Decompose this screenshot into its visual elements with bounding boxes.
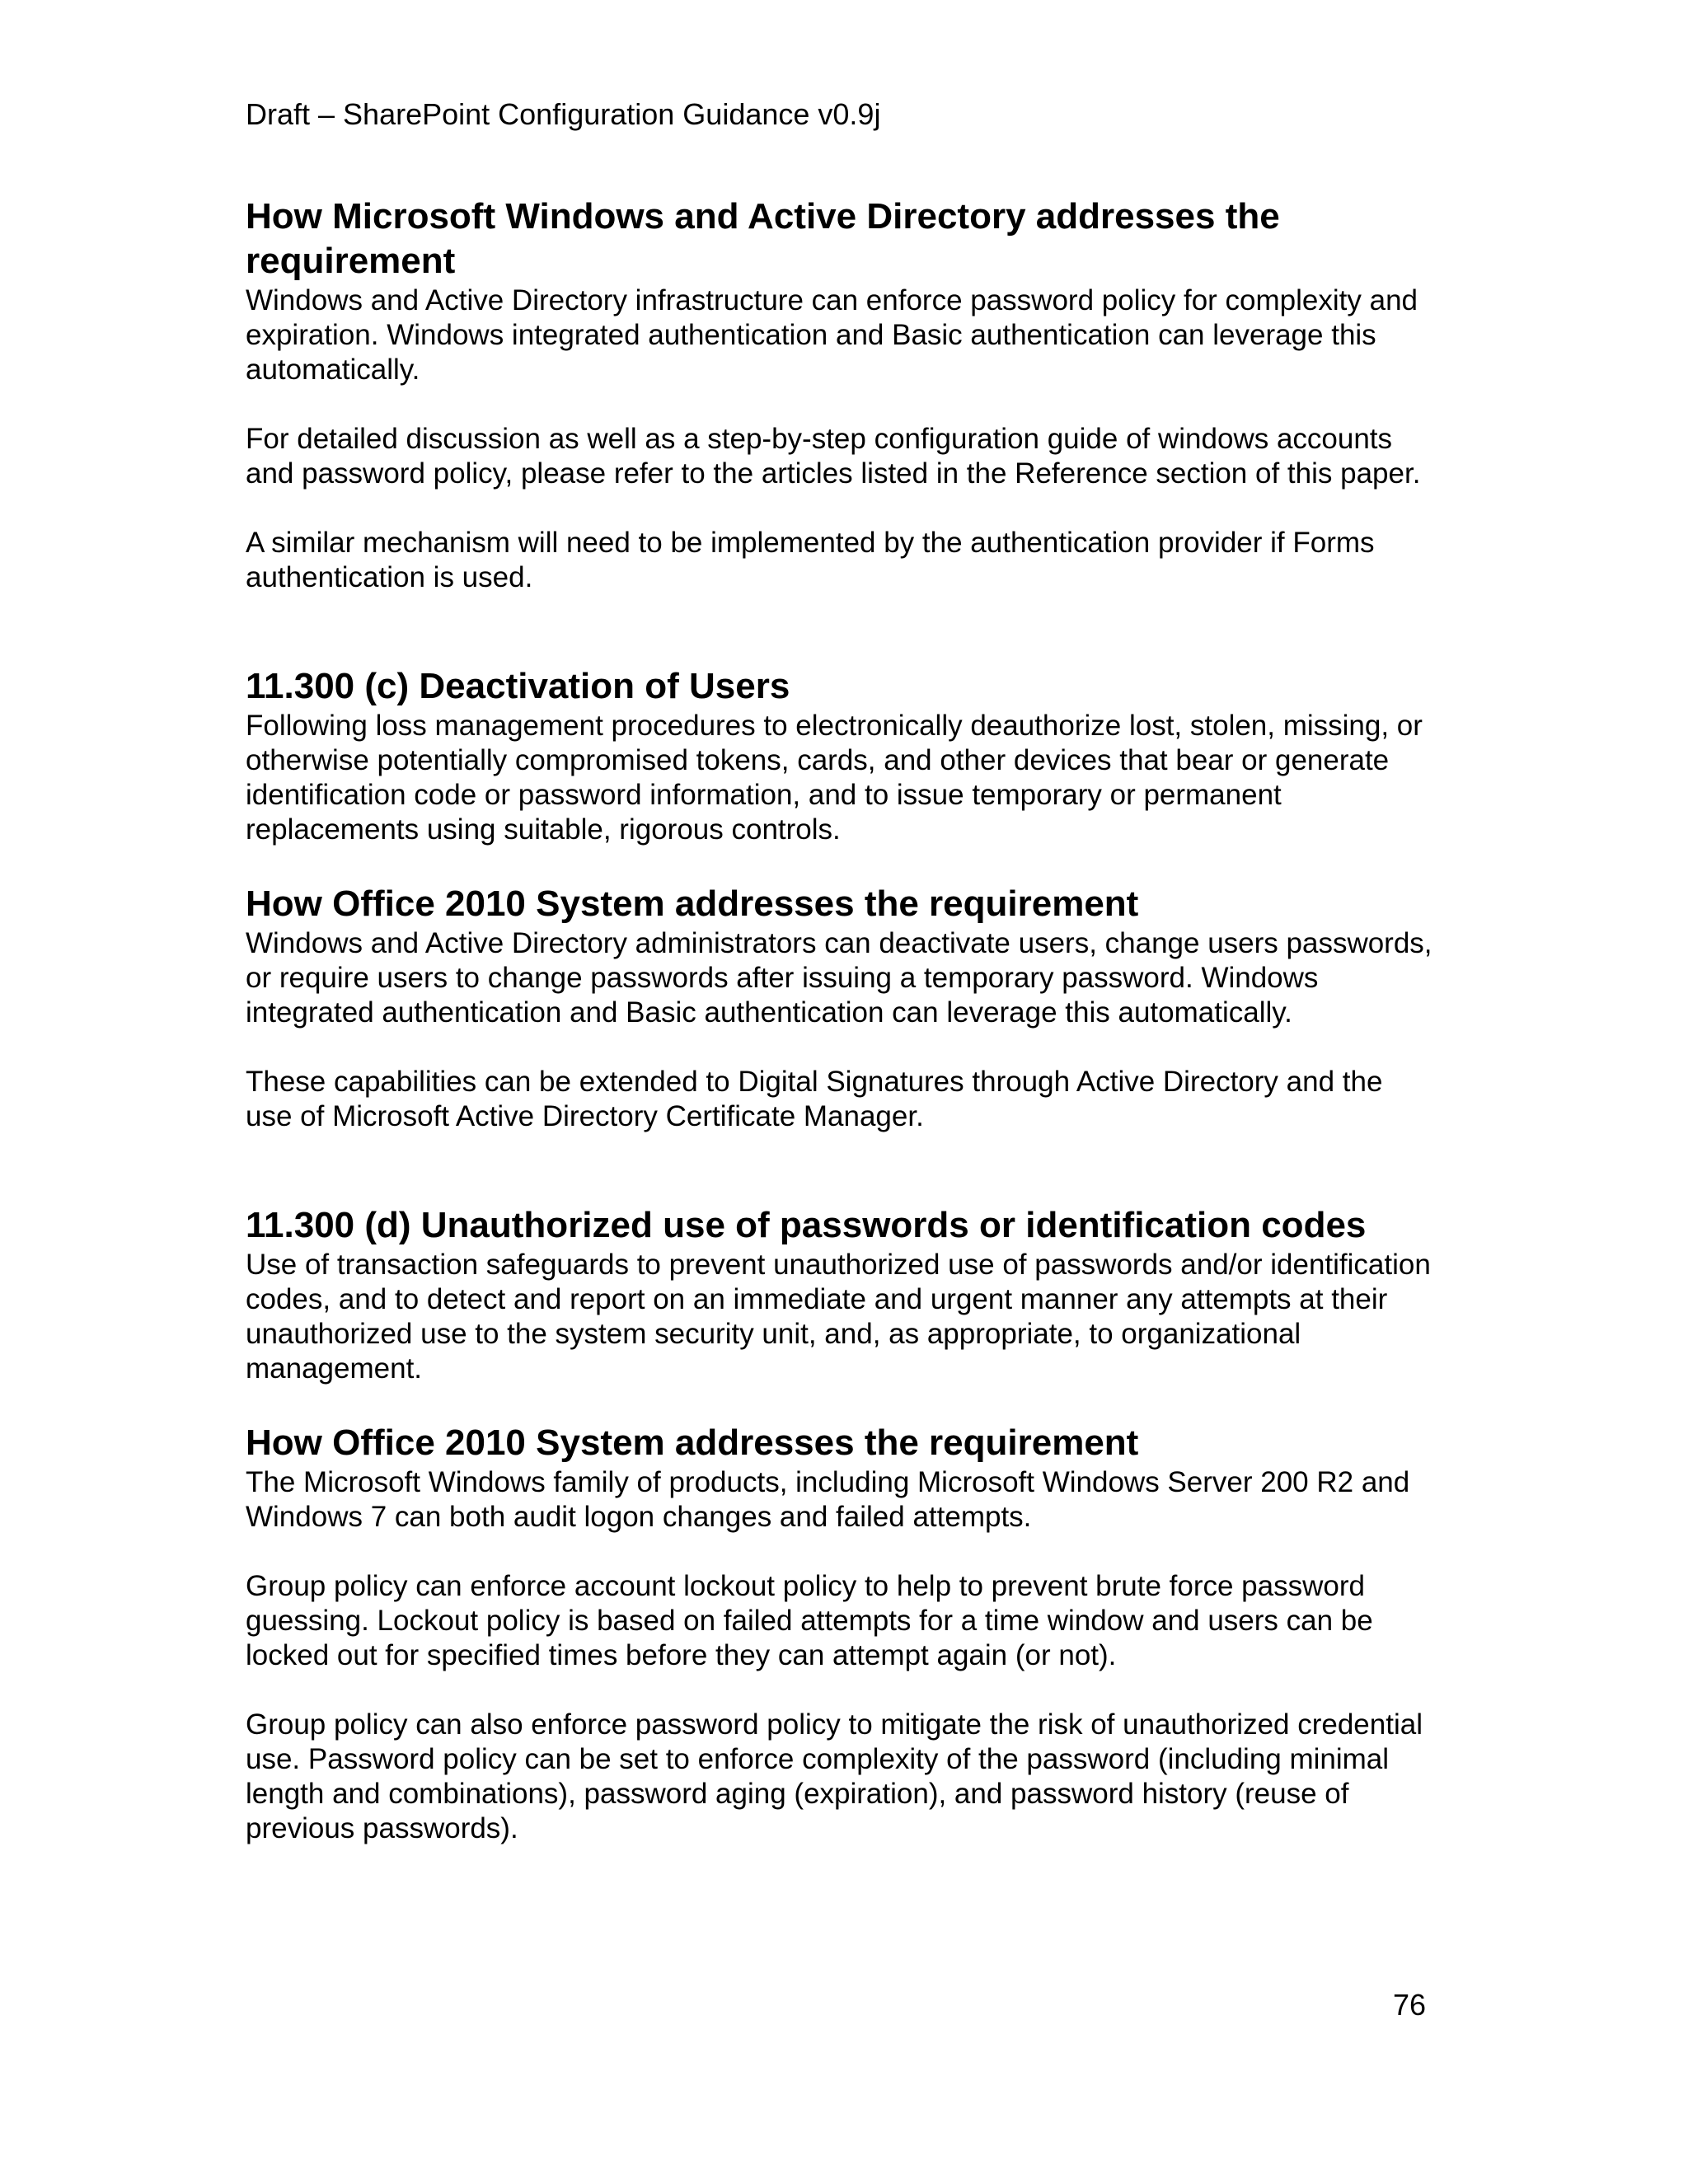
paragraph: Group policy can enforce account lockout policy to help to prevent brute force password guessing. Lockout policy is based on failed attempts for a time window and users can be locked out for specified times before they can attempt again (or not). bbox=[246, 1570, 1373, 1671]
paragraph: Windows and Active Directory infrastructure can enforce password policy for complexity and expiration. Windows integrated authentication and Basic authentication can leverage this automatically. bbox=[246, 284, 1418, 386]
paragraph: Following loss management procedures to electronically deauthorize lost, stolen, missing, or otherwise potentially compromised tokens, cards, and other devices that bear or generate identification code or password information, and to issue temporary or permanent replacements using suitable, rigorous controls. bbox=[246, 710, 1423, 846]
section-heading-unauthorized-use: 11.300 (d) Unauthorized use of passwords or identification codes bbox=[246, 1205, 1367, 1245]
section-heading-office-2010-requirement: How Office 2010 System addresses the requirement bbox=[246, 1422, 1139, 1463]
paragraph: These capabilities can be extended to Digital Signatures through Active Directory and the use of Microsoft Active Directory Certificate Manager. bbox=[246, 1066, 1383, 1132]
paragraph: Group policy can also enforce password policy to mitigate the risk of unauthorized credential use. Password policy can be set to enforce complexity of the password (including minimal length and combinations), password aging (expiration), and password history (reuse of previous passwords). bbox=[246, 1708, 1423, 1844]
paragraph: Windows and Active Directory administrators can deactivate users, change users passwords, or require users to change passwords after issuing a temporary password. Windows integrated authentication and Basic authentication can leverage this automatically. bbox=[246, 927, 1432, 1029]
section-heading-office-2010-requirement: How Office 2010 System addresses the requirement bbox=[246, 883, 1139, 924]
paragraph: Use of transaction safeguards to prevent unauthorized use of passwords and/or identification codes, and to detect and report on an immediate and urgent manner any attempts at their unauthorized use to the system security unit, and, as appropriate, to organizational management. bbox=[246, 1249, 1431, 1385]
paragraph: For detailed discussion as well as a step-by-step configuration guide of windows accounts and password policy, please refer to the articles listed in the Reference section of this paper. bbox=[246, 423, 1421, 490]
page-header: Draft – SharePoint Configuration Guidance v0.9j bbox=[246, 97, 881, 131]
paragraph: The Microsoft Windows family of products, including Microsoft Windows Server 200 R2 and Windows 7 can both audit logon changes and failed attempts. bbox=[246, 1466, 1410, 1533]
section-heading-deactivation-of-users: 11.300 (c) Deactivation of Users bbox=[246, 666, 790, 706]
document-body bbox=[246, 194, 1432, 1846]
paragraph: A similar mechanism will need to be implemented by the authentication provider if Forms authentication is used. bbox=[246, 527, 1375, 593]
page-number: 76 bbox=[1393, 1988, 1427, 2022]
section-heading-windows-ad: How Microsoft Windows and Active Directory addresses the requirement bbox=[246, 196, 1280, 281]
